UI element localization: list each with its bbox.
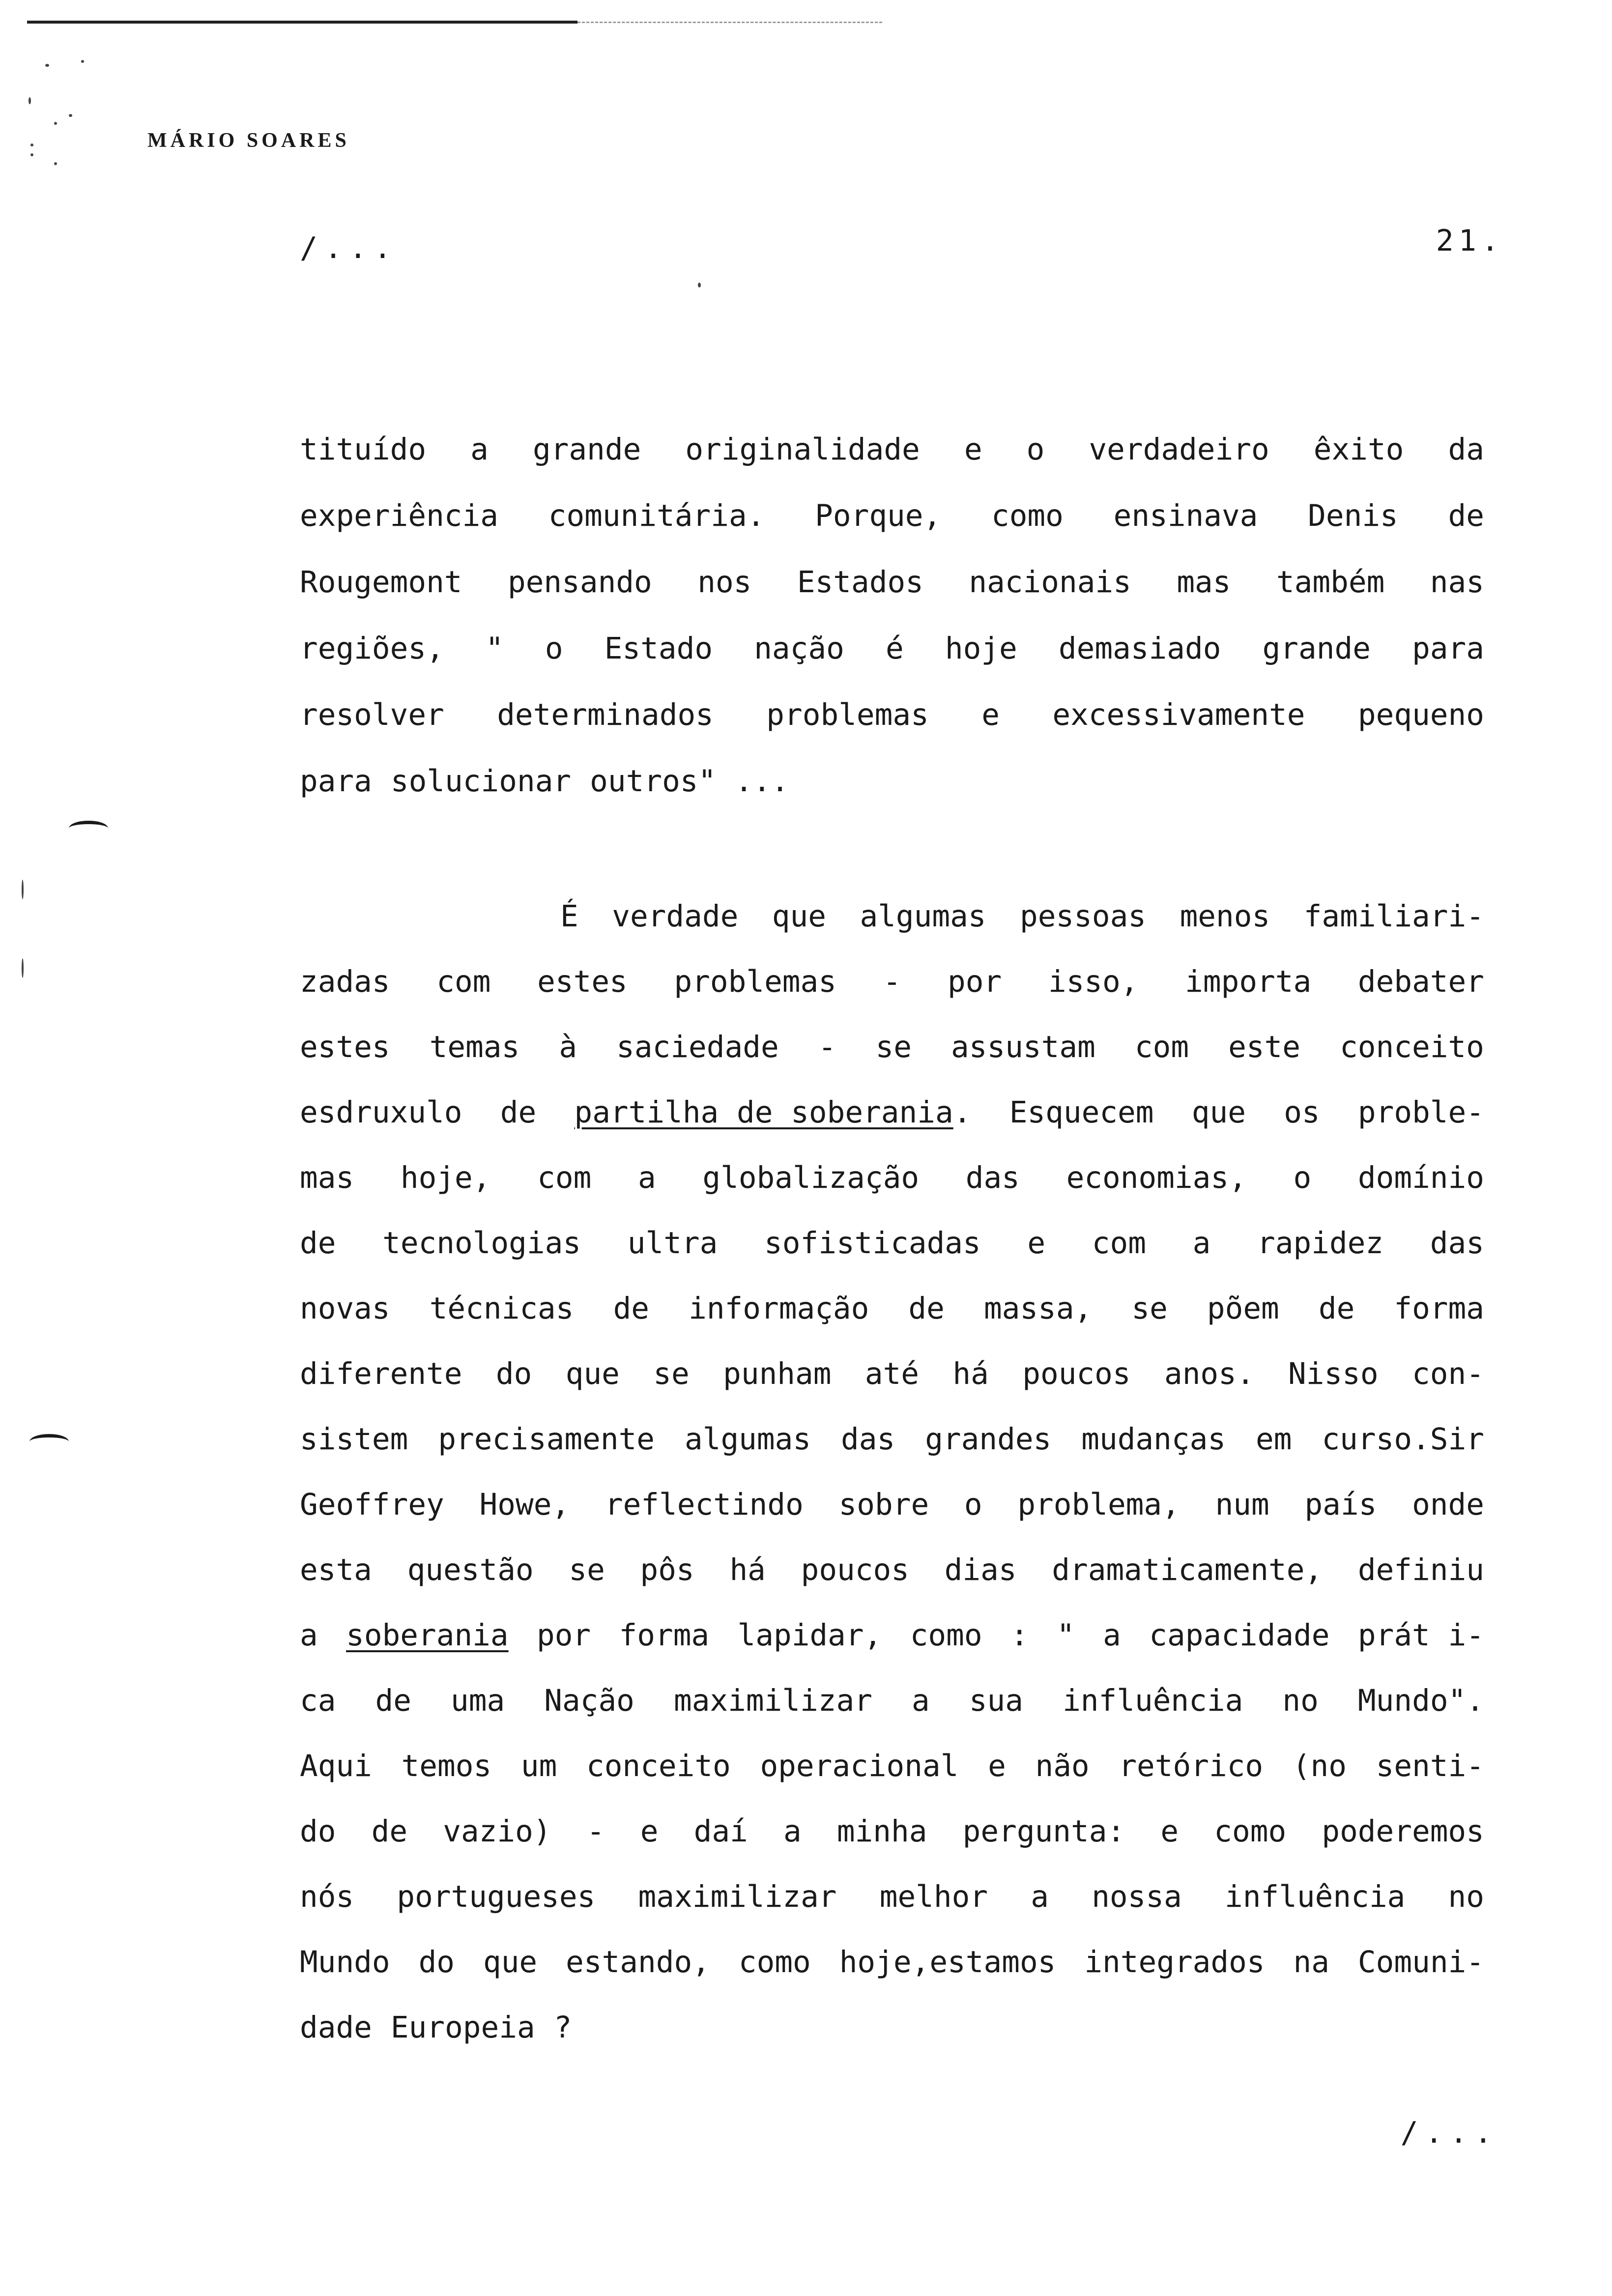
word: integrados	[1084, 1945, 1265, 1980]
word: a	[300, 1618, 318, 1653]
text-line	[300, 1417, 1484, 1462]
word: poderemos	[1322, 1814, 1484, 1849]
word: informação	[689, 1291, 869, 1326]
word: o	[1293, 1160, 1312, 1195]
word: Estados	[797, 565, 923, 600]
word: importa	[1185, 964, 1312, 999]
text-line	[300, 759, 1484, 804]
scan-speck	[69, 114, 72, 117]
scan-speck	[29, 97, 31, 104]
word: do	[495, 1356, 532, 1391]
word: diferente	[300, 1356, 462, 1391]
scan-speck	[22, 958, 24, 978]
word: a	[470, 432, 489, 467]
word: de	[1448, 498, 1484, 533]
word: Comuni-	[1357, 1945, 1484, 1980]
word: uma	[451, 1683, 505, 1718]
word: ca	[300, 1683, 336, 1718]
word: até	[864, 1356, 920, 1391]
underlined-phrase: soberania	[346, 1618, 509, 1653]
word: há	[952, 1356, 989, 1391]
word: debater	[1357, 964, 1484, 999]
word: que	[483, 1945, 538, 1980]
word: outros"	[590, 764, 717, 799]
word: globalização	[702, 1160, 920, 1195]
word: como	[910, 1618, 982, 1653]
word: precisamente	[438, 1422, 655, 1457]
word: Rougemont	[300, 565, 462, 600]
word: pensando	[507, 565, 652, 600]
word: para	[1412, 631, 1484, 666]
margin-mark	[29, 1434, 69, 1449]
word: de	[1318, 1291, 1355, 1326]
word: estes	[300, 1030, 390, 1064]
word: maximilizar	[673, 1683, 872, 1718]
word: resolver	[300, 697, 444, 732]
text-line	[300, 1352, 1484, 1396]
word: por	[536, 1618, 591, 1653]
word: experiência	[300, 498, 498, 533]
word: retórico	[1119, 1749, 1264, 1783]
word: e	[1027, 1226, 1046, 1261]
word: êxito	[1313, 432, 1404, 467]
word: esdruxulo	[300, 1095, 462, 1130]
word: Esquecem	[1009, 1095, 1154, 1130]
word: também	[1276, 565, 1385, 600]
top-rule-faint	[577, 22, 882, 23]
word: Geoffrey	[300, 1487, 444, 1522]
word: pessoas	[1020, 899, 1147, 934]
word: das	[1430, 1226, 1484, 1261]
word: saciedade	[616, 1030, 779, 1064]
margin-mark	[69, 821, 108, 836]
text-line	[300, 1025, 1484, 1069]
text-line	[300, 1287, 1484, 1331]
text-line	[300, 1679, 1484, 1723]
word: o	[545, 631, 563, 666]
scan-speck	[22, 880, 24, 899]
word: poucos	[1022, 1356, 1131, 1391]
word: regiões,	[300, 631, 444, 666]
word: como	[1214, 1814, 1287, 1849]
word: (no	[1292, 1749, 1347, 1783]
word: comunitária.	[548, 498, 765, 533]
word: sistem	[300, 1422, 408, 1457]
word: de	[908, 1291, 945, 1326]
word: -	[586, 1814, 605, 1849]
word: operacional	[760, 1749, 959, 1783]
word: dramaticamente,	[1052, 1552, 1323, 1587]
text-line	[300, 1875, 1484, 1919]
word: pergunta:	[962, 1814, 1125, 1849]
word: forma	[619, 1618, 710, 1653]
text-line	[300, 428, 1484, 472]
word: nossa	[1092, 1879, 1182, 1914]
word: à	[559, 1030, 577, 1064]
word: poucos	[801, 1552, 909, 1587]
word: Denis	[1308, 498, 1398, 533]
word: este	[1228, 1030, 1301, 1064]
text-line	[300, 494, 1484, 538]
word: temas	[429, 1030, 520, 1064]
word: que	[565, 1356, 620, 1391]
word: conceito	[586, 1749, 731, 1783]
header-author: MÁRIO SOARES	[147, 129, 350, 152]
word: de	[375, 1683, 411, 1718]
word: os	[1284, 1095, 1320, 1130]
word: a	[1192, 1226, 1211, 1261]
word: ultra	[627, 1226, 718, 1261]
word: que	[772, 899, 826, 934]
word: para	[300, 764, 372, 799]
word: das	[841, 1422, 895, 1457]
word: tecnologias	[382, 1226, 581, 1261]
word: rapidez	[1257, 1226, 1384, 1261]
word: e	[640, 1814, 659, 1849]
text-line	[300, 627, 1484, 671]
word: familiari-	[1303, 899, 1484, 934]
underlined-phrase: partilha de soberania	[574, 1095, 953, 1130]
word: algumas	[685, 1422, 811, 1457]
word: lapidar,	[737, 1618, 882, 1653]
word: Porque,	[815, 498, 942, 533]
scan-speck	[30, 153, 33, 156]
scan-speck	[698, 283, 701, 287]
word: grande	[532, 432, 641, 467]
word: pôs	[640, 1552, 694, 1587]
word: Estado	[604, 631, 713, 666]
word: na	[1293, 1945, 1329, 1980]
word: de	[613, 1291, 650, 1326]
word: anos.	[1164, 1356, 1255, 1391]
word: Howe,	[479, 1487, 570, 1522]
word: partilha de soberania.	[574, 1095, 972, 1130]
word: massa,	[983, 1291, 1093, 1326]
word: reflectindo	[604, 1487, 804, 1522]
word: dias	[944, 1552, 1017, 1587]
word: isso,	[1048, 964, 1139, 999]
word: de	[371, 1814, 408, 1849]
scan-speck	[81, 60, 84, 63]
word: novas	[300, 1291, 390, 1326]
word: com	[537, 1160, 592, 1195]
word: verdade	[612, 899, 739, 934]
word: das	[965, 1160, 1020, 1195]
word: tituído	[300, 432, 427, 467]
word: e	[1160, 1814, 1179, 1849]
word: maximilizar	[638, 1879, 837, 1914]
word: com	[1092, 1226, 1146, 1261]
word: em	[1256, 1422, 1292, 1457]
scan-speck	[45, 64, 49, 67]
word: a	[1103, 1618, 1121, 1653]
word: o	[1026, 432, 1045, 467]
text-line	[300, 2006, 1484, 2050]
word: questão	[407, 1552, 534, 1587]
word: no	[1448, 1879, 1484, 1914]
word: é	[885, 631, 904, 666]
word: pequeno	[1357, 697, 1484, 732]
word: técnicas	[429, 1291, 574, 1326]
word: país	[1304, 1487, 1377, 1522]
word: grandes	[925, 1422, 1052, 1457]
text-line	[300, 1221, 1484, 1265]
scan-speck	[54, 162, 57, 165]
word: Nação	[544, 1683, 634, 1718]
word: não	[1035, 1749, 1090, 1783]
scan-speck	[30, 144, 33, 146]
word: verdadeiro	[1089, 432, 1269, 467]
word: hoje,estamos	[839, 1945, 1056, 1980]
word: prát i-	[1357, 1618, 1484, 1653]
word: -	[883, 964, 901, 999]
word: estando,	[566, 1945, 710, 1980]
word: problema,	[1017, 1487, 1180, 1522]
word: portugueses	[397, 1879, 596, 1914]
word	[346, 1613, 509, 1658]
word: daí	[693, 1814, 748, 1849]
word: de	[500, 1095, 537, 1130]
word: com	[436, 964, 491, 999]
word: mas	[1177, 565, 1231, 600]
word: menos	[1180, 899, 1270, 934]
word: demasiado	[1058, 631, 1221, 666]
word: Mundo".	[1357, 1683, 1484, 1718]
word: con-	[1412, 1356, 1484, 1391]
scan-speck	[54, 122, 57, 125]
word: o	[964, 1487, 982, 1522]
word: problemas	[766, 697, 929, 732]
word: nas	[1430, 565, 1484, 600]
word: a	[637, 1160, 656, 1195]
word: grande	[1262, 631, 1371, 666]
word: a	[1031, 1879, 1049, 1914]
word: sua	[969, 1683, 1024, 1718]
text-line	[300, 1940, 1484, 1984]
word: se	[1131, 1291, 1168, 1326]
word: zadas	[300, 964, 390, 999]
word: sofisticadas	[764, 1226, 981, 1261]
word: um	[520, 1749, 557, 1783]
word: nos	[697, 565, 752, 600]
word: melhor	[879, 1879, 988, 1914]
word: por	[948, 964, 1002, 999]
word: "	[485, 631, 504, 666]
word: influência	[1063, 1683, 1243, 1718]
word: vazio)	[443, 1814, 551, 1849]
word: Aqui	[300, 1749, 372, 1783]
page-number: 21.	[1436, 224, 1504, 258]
text-line	[300, 960, 1484, 1004]
word: assustam	[951, 1030, 1095, 1064]
word: hoje	[945, 631, 1017, 666]
word: se	[569, 1552, 605, 1587]
word: estes	[537, 964, 628, 999]
word: influência	[1225, 1879, 1406, 1914]
text-line	[300, 1156, 1484, 1200]
text-line	[300, 1613, 1484, 1658]
word: se	[653, 1356, 690, 1391]
word: ...	[735, 764, 789, 799]
word: originalidade	[685, 432, 920, 467]
text-line	[300, 1091, 1484, 1135]
word: dade	[300, 2010, 372, 2045]
top-rule	[27, 21, 577, 24]
text-line	[300, 693, 1484, 737]
word: minha	[836, 1814, 927, 1849]
word: a	[783, 1814, 802, 1849]
word: algumas	[860, 899, 986, 934]
word: "	[1057, 1618, 1075, 1653]
word: solucionar	[390, 764, 572, 799]
word: hoje,	[400, 1160, 491, 1195]
text-line	[300, 1548, 1484, 1592]
word: como	[991, 498, 1064, 533]
text-line	[300, 1483, 1484, 1527]
word: economias,	[1066, 1160, 1247, 1195]
word: com	[1134, 1030, 1189, 1064]
word: conceito	[1340, 1030, 1484, 1064]
text-line	[560, 894, 1484, 939]
text-line	[300, 1744, 1484, 1788]
continuation-mark-bottom: /...	[1400, 2116, 1499, 2150]
word: e	[964, 432, 982, 467]
continuation-mark-top: /...	[300, 231, 399, 265]
word: do	[300, 1814, 336, 1849]
word: capacidade	[1149, 1618, 1330, 1653]
word: se	[875, 1030, 912, 1064]
word: determinados	[497, 697, 714, 732]
word: há	[729, 1552, 766, 1587]
word: mas	[300, 1160, 354, 1195]
word: ensinava	[1113, 498, 1258, 533]
word: forma	[1394, 1291, 1484, 1326]
word: domínio	[1357, 1160, 1484, 1195]
text-line	[300, 1809, 1484, 1854]
word: de	[300, 1226, 336, 1261]
word: -	[818, 1030, 836, 1064]
word: da	[1448, 432, 1484, 467]
word: que	[1191, 1095, 1246, 1130]
word: nação	[754, 631, 844, 666]
word: definiu	[1357, 1552, 1484, 1587]
word: esta	[300, 1552, 372, 1587]
word: e	[988, 1749, 1006, 1783]
word: Mundo	[300, 1945, 390, 1980]
word: nacionais	[969, 565, 1131, 600]
word: :	[1010, 1618, 1029, 1653]
word: no	[1282, 1683, 1319, 1718]
word: e	[981, 697, 1000, 732]
word: mudanças	[1081, 1422, 1226, 1457]
word: onde	[1412, 1487, 1484, 1522]
word: a	[912, 1683, 930, 1718]
word: nós	[300, 1879, 354, 1914]
text-line	[300, 560, 1484, 604]
word: num	[1215, 1487, 1269, 1522]
word: problemas	[674, 964, 836, 999]
word: excessivamente	[1052, 697, 1305, 732]
word: como	[738, 1945, 811, 1980]
word: sobre	[838, 1487, 929, 1522]
word: ?	[553, 2010, 572, 2045]
word: punham	[723, 1356, 832, 1391]
word: senti-	[1376, 1749, 1484, 1783]
word: Europeia	[390, 2010, 535, 2045]
word: põem	[1207, 1291, 1279, 1326]
word: proble-	[1357, 1095, 1484, 1130]
word: temos	[401, 1749, 492, 1783]
word: curso.Sir	[1322, 1422, 1484, 1457]
word: É	[560, 899, 578, 934]
word: do	[418, 1945, 455, 1980]
word: Nisso	[1288, 1356, 1379, 1391]
